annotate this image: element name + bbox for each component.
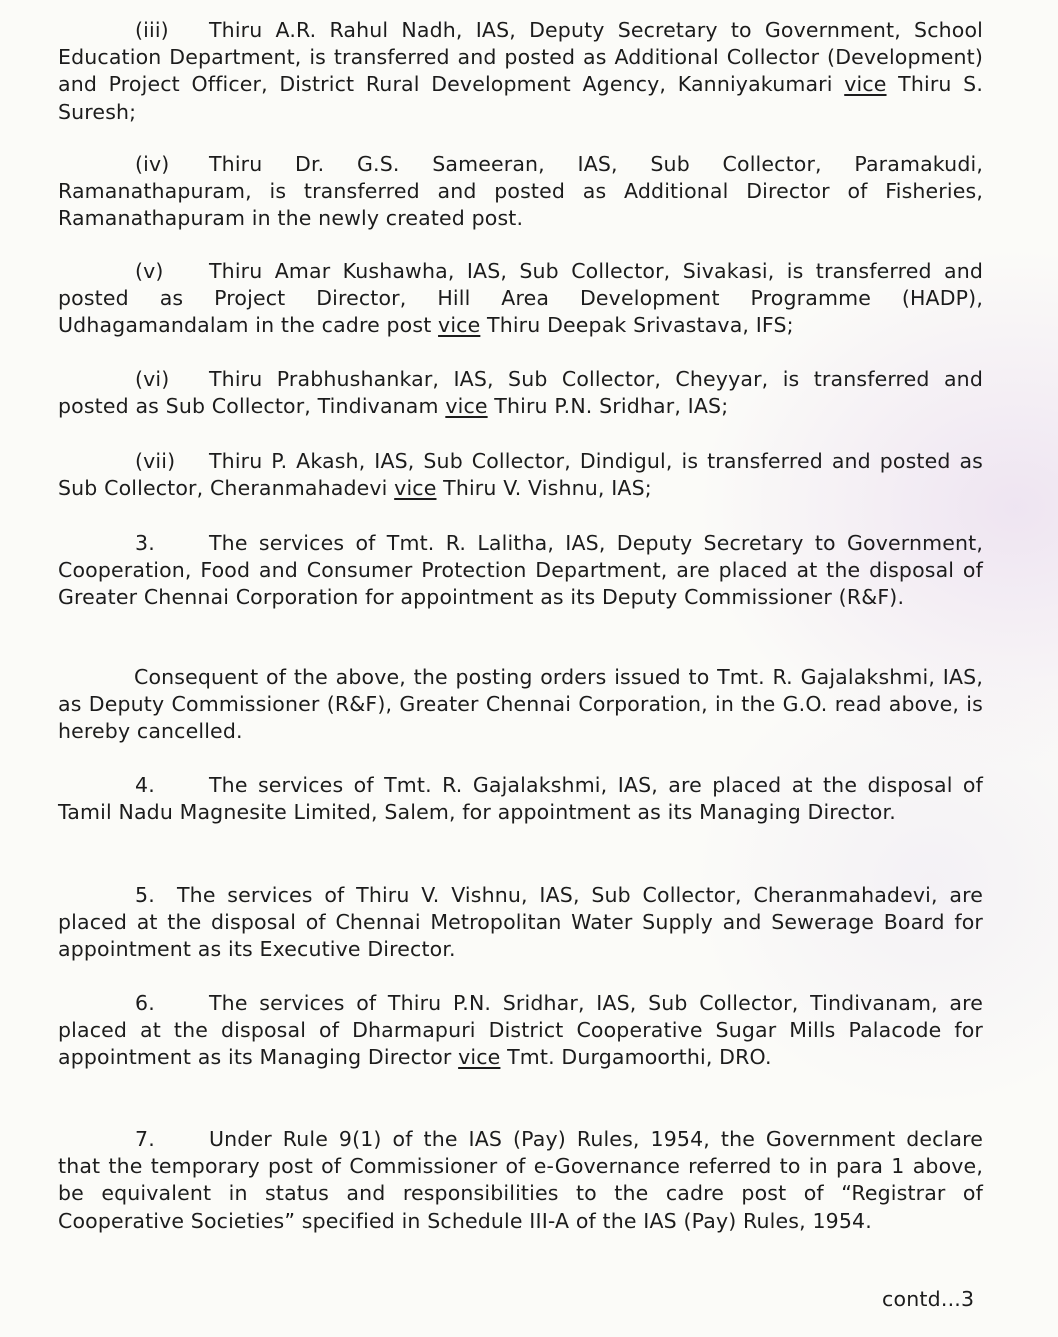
paragraph-number: 6.	[135, 991, 155, 1015]
paragraph-number: 3.	[135, 531, 155, 555]
continuation-note: contd...3	[882, 1287, 975, 1311]
paragraph-text: The services of Tmt. R. Gajalakshmi, IAS, are placed at the disposal of Tamil Nadu Magnesite Limited, Salem, for appointment as its Managing Director.	[58, 773, 983, 825]
vice-word: vice	[458, 1045, 501, 1070]
paragraph-v	[58, 258, 983, 340]
paragraph-number: 5.	[135, 883, 155, 907]
paragraph-number: (vi)	[135, 367, 170, 391]
paragraph-text-tail: Thiru P.N. Sridhar, IAS;	[487, 394, 729, 419]
paragraph-number: (iii)	[135, 18, 169, 42]
vice-word: vice	[394, 476, 437, 501]
vice-word: vice	[438, 313, 481, 338]
paragraph-iii	[58, 17, 983, 126]
paragraph-text-tail: Thiru V. Vishnu, IAS;	[436, 476, 652, 501]
paragraph-text: Thiru Amar Kushawha, IAS, Sub Collector, Sivakasi, is transferred and posted as Project Director, Hill Area Development Programme (HADP), Udhagamandalam in the cadre post	[58, 259, 983, 338]
paragraph-6	[58, 990, 983, 1072]
paragraph-text-tail: Thiru S. Suresh;	[58, 72, 983, 124]
paragraph-consequent	[58, 664, 983, 746]
paragraph-7	[58, 1126, 983, 1235]
paragraph-text: Thiru A.R. Rahul Nadh, IAS, Deputy Secretary to Government, School Education Department, is transferred and posted as Additional Collector (Development) and Project Officer, District Rural Development Agency, Kanniyakumari	[58, 18, 983, 97]
paragraph-text: The services of Tmt. R. Lalitha, IAS, Deputy Secretary to Government, Cooperation, Food and Consumer Protection Department, are placed at the disposal of Greater Chennai Corporation for appointment as its Deputy Commissioner (R&F).	[58, 531, 983, 610]
paragraph-text: Thiru P. Akash, IAS, Sub Collector, Dindigul, is transferred and posted as Sub Collector, Cheranmahadevi	[58, 449, 983, 501]
paragraph-5	[58, 882, 983, 964]
paragraph-3	[58, 530, 983, 612]
paragraph-iv	[58, 151, 983, 233]
paragraph-number: 4.	[135, 773, 155, 797]
paragraph-text: The services of Thiru P.N. Sridhar, IAS, Sub Collector, Tindivanam, are placed at the disposal of Dharmapuri District Cooperative Sugar Mills Palacode for appointment as its Managing Director	[58, 991, 983, 1070]
paragraph-text-tail: Thiru Deepak Srivastava, IFS;	[480, 313, 794, 338]
paragraph-number: (v)	[135, 259, 164, 283]
paragraph-text: The services of Thiru V. Vishnu, IAS, Sub Collector, Cheranmahadevi, are placed at the disposal of Chennai Metropolitan Water Supply and Sewerage Board for appointment as its Executive Director.	[58, 883, 983, 962]
paragraph-text: Under Rule 9(1) of the IAS (Pay) Rules, 1954, the Government declare that the temporary post of Commissioner of e-Governance referred to in para 1 above, be equivalent in status and responsibilities to the cadre post of “Registrar of Cooperative Societies” specified in Schedule III-A of the IAS (Pay) Rules, 1954.	[58, 1127, 983, 1233]
paragraph-number: 7.	[135, 1127, 155, 1151]
vice-word: vice	[844, 72, 887, 97]
paragraph-number: (iv)	[135, 152, 170, 176]
paragraph-text: Consequent of the above, the posting orders issued to Tmt. R. Gajalakshmi, IAS, as Deputy Commissioner (R&F), Greater Chennai Corporation, in the G.O. read above, is hereby cancelled.	[58, 665, 983, 744]
paragraph-number: (vii)	[135, 449, 176, 473]
paragraph-vi	[58, 366, 983, 420]
paragraph-4	[58, 772, 983, 826]
paragraph-text: Thiru Prabhushankar, IAS, Sub Collector, Cheyyar, is transferred and posted as Sub Collector, Tindivanam	[58, 367, 983, 419]
paragraph-text-tail: Tmt. Durgamoorthi, DRO.	[500, 1045, 772, 1070]
paragraph-text: Thiru Dr. G.S. Sameeran, IAS, Sub Collector, Paramakudi, Ramanathapuram, is transferred and posted as Additional Director of Fisheries, Ramanathapuram in the newly created post.	[58, 152, 983, 231]
paragraph-vii	[58, 448, 983, 502]
vice-word: vice	[445, 394, 488, 419]
